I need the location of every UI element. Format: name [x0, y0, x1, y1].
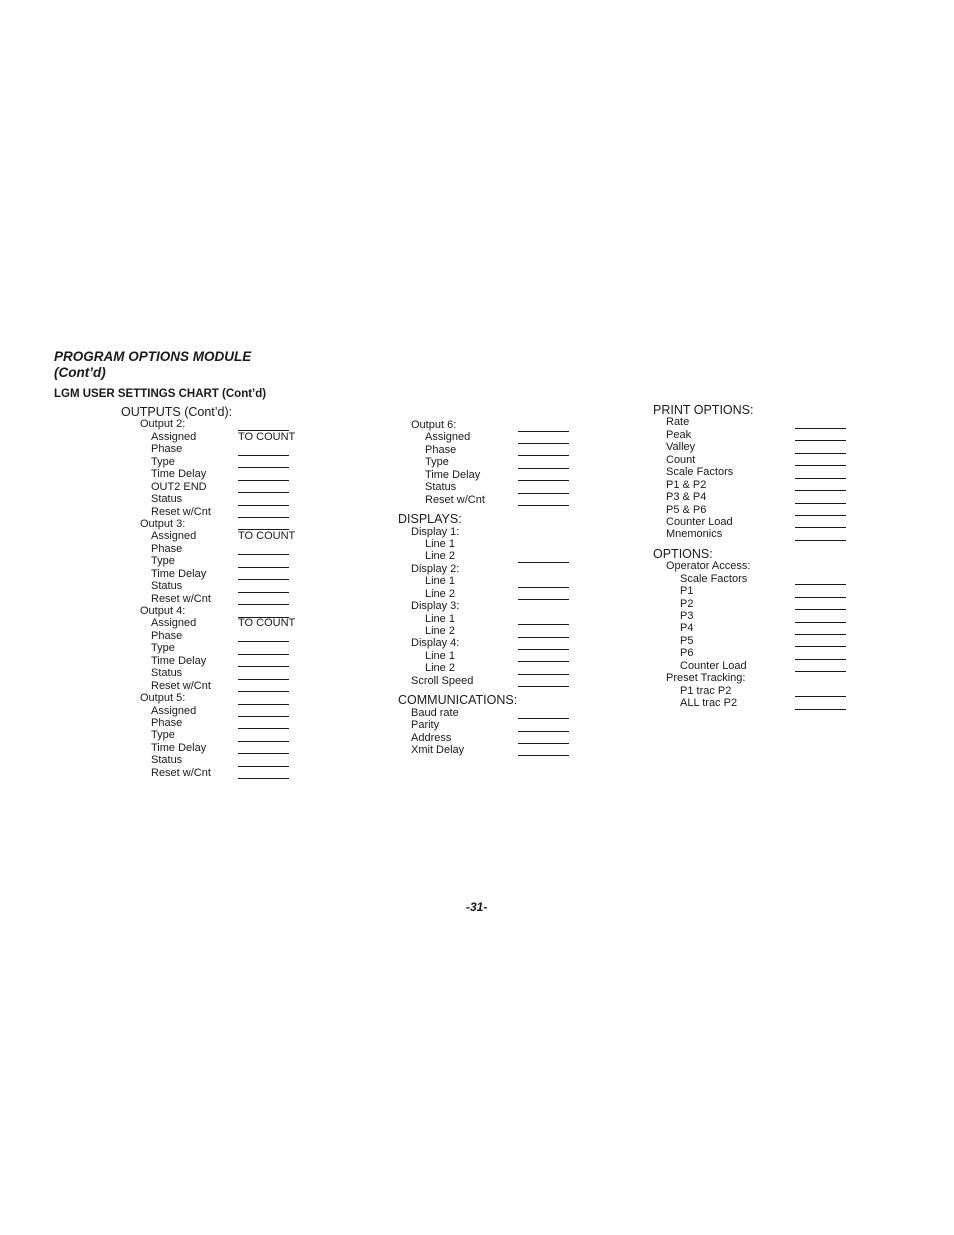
- setting-label: Operator Access:: [666, 560, 751, 573]
- setting-label: Line 1: [425, 575, 455, 588]
- setting-preset-value: TO COUNT: [238, 430, 296, 443]
- setting-blank-entry-line[interactable]: [518, 575, 569, 588]
- setting-blank-entry-line[interactable]: [238, 729, 289, 742]
- setting-blank-entry-line[interactable]: [518, 444, 569, 457]
- setting-label: Scroll Speed: [411, 674, 474, 687]
- setting-label: Status: [151, 667, 183, 680]
- setting-label: Line 1: [425, 537, 455, 550]
- setting-label: Assigned: [425, 431, 471, 444]
- setting-label: Reset w/Cnt: [151, 592, 211, 605]
- setting-label: Scale Factors: [680, 572, 748, 585]
- setting-blank-entry-line[interactable]: [238, 605, 289, 618]
- setting-label: Count: [666, 453, 696, 466]
- setting-blank-entry-line[interactable]: [238, 543, 289, 556]
- setting-blank-entry-line[interactable]: [795, 491, 846, 504]
- setting-label: Mnemonics: [666, 528, 723, 541]
- setting-blank-entry-line[interactable]: [238, 767, 289, 780]
- setting-label: Address: [411, 731, 452, 744]
- setting-label: Scale Factors: [666, 466, 734, 479]
- setting-blank-entry-line[interactable]: [518, 494, 569, 507]
- setting-label: Assigned: [151, 430, 197, 443]
- setting-label: P4: [680, 622, 694, 635]
- setting-label: Status: [151, 754, 183, 767]
- setting-label: Line 1: [425, 612, 455, 625]
- setting-label: Assigned: [151, 617, 197, 630]
- setting-label: Xmit Delay: [411, 743, 465, 756]
- setting-label: Line 2: [425, 625, 455, 637]
- setting-label: P3: [680, 610, 694, 622]
- setting-label: Display 2:: [411, 562, 460, 575]
- setting-blank-entry-line[interactable]: [518, 588, 569, 601]
- setting-label: Preset Tracking:: [666, 672, 746, 685]
- setting-label: Type: [151, 642, 175, 655]
- setting-blank-entry-line[interactable]: [238, 481, 289, 494]
- setting-label: P2: [680, 597, 694, 610]
- setting-blank-entry-line[interactable]: [238, 518, 289, 531]
- setting-label: P1 trac P2: [680, 684, 732, 697]
- setting-blank-entry-line[interactable]: [518, 662, 569, 675]
- setting-label: Time Delay: [151, 741, 207, 754]
- setting-blank-entry-line[interactable]: [238, 667, 289, 680]
- setting-preset-value: TO COUNT: [238, 617, 296, 630]
- setting-blank-entry-line[interactable]: [795, 610, 846, 623]
- setting-label: Phase: [151, 629, 183, 642]
- setting-label: Output 2:: [140, 418, 186, 431]
- setting-label: Status: [425, 481, 457, 494]
- setting-label: Phase: [151, 542, 183, 555]
- setting-label: Display 4:: [411, 637, 460, 650]
- setting-blank-entry-line[interactable]: [238, 555, 289, 568]
- setting-label: P6: [680, 647, 694, 660]
- setting-blank-entry-line[interactable]: [518, 419, 569, 432]
- setting-label: P5 & P6: [666, 503, 707, 516]
- setting-label: Assigned: [151, 530, 197, 543]
- setting-label: Time Delay: [151, 654, 207, 667]
- setting-blank-entry-line[interactable]: [518, 469, 569, 482]
- setting-blank-entry-line[interactable]: [795, 429, 846, 442]
- setting-blank-entry-line[interactable]: [518, 744, 569, 757]
- setting-blank-entry-line[interactable]: [238, 655, 289, 668]
- setting-label: Reset w/Cnt: [425, 493, 485, 506]
- setting-blank-entry-line[interactable]: [238, 506, 289, 519]
- setting-blank-entry-line[interactable]: [238, 468, 289, 481]
- setting-blank-entry-line[interactable]: [795, 647, 846, 660]
- section-heading-label: OUTPUTS (Cont’d):: [121, 405, 233, 419]
- setting-blank-entry-line[interactable]: [518, 707, 569, 720]
- setting-label: ALL trac P2: [680, 697, 738, 710]
- setting-blank-entry-line[interactable]: [238, 754, 289, 767]
- setting-blank-entry-line[interactable]: [795, 635, 846, 648]
- setting-blank-entry-line[interactable]: [238, 593, 289, 606]
- setting-label: Phase: [425, 443, 457, 456]
- page-title-line2: (Cont’d): [54, 365, 106, 380]
- setting-blank-entry-line[interactable]: [795, 598, 846, 611]
- setting-blank-entry-line[interactable]: [518, 732, 569, 745]
- setting-label: OUT2 END: [151, 480, 207, 493]
- setting-blank-entry-line[interactable]: [795, 504, 846, 517]
- setting-blank-entry-line[interactable]: [795, 573, 846, 586]
- setting-label: Type: [151, 729, 175, 742]
- setting-blank-entry-line[interactable]: [518, 719, 569, 732]
- chart-subtitle: LGM USER SETTINGS CHART (Cont’d): [54, 388, 267, 400]
- setting-blank-entry-line[interactable]: [518, 431, 569, 444]
- setting-blank-entry-line[interactable]: [795, 516, 846, 529]
- setting-label: Line 2: [425, 550, 455, 563]
- setting-label: Rate: [666, 416, 690, 429]
- setting-blank-entry-line[interactable]: [238, 692, 289, 705]
- setting-blank-entry-line[interactable]: [795, 660, 846, 673]
- setting-blank-entry-line[interactable]: [238, 456, 289, 469]
- setting-blank-entry-line[interactable]: [238, 742, 289, 755]
- setting-blank-entry-line[interactable]: [518, 650, 569, 663]
- setting-label: Type: [425, 456, 449, 469]
- setting-label: Counter Load: [666, 515, 733, 528]
- setting-label: Counter Load: [680, 659, 747, 672]
- setting-blank-entry-line[interactable]: [518, 481, 569, 494]
- setting-label: Reset w/Cnt: [151, 505, 211, 518]
- setting-label: P1: [680, 585, 694, 598]
- setting-blank-entry-line[interactable]: [795, 585, 846, 598]
- setting-label: Peak: [666, 428, 692, 441]
- setting-blank-entry-line[interactable]: [795, 416, 846, 429]
- section-heading-label: PRINT OPTIONS:: [653, 403, 754, 417]
- setting-blank-entry-line[interactable]: [238, 443, 289, 456]
- setting-label: Time Delay: [425, 468, 481, 481]
- setting-label: Line 2: [425, 662, 455, 675]
- setting-blank-entry-line[interactable]: [238, 580, 289, 593]
- section-heading-label: COMMUNICATIONS:: [398, 693, 518, 708]
- setting-blank-entry-line[interactable]: [518, 613, 569, 626]
- setting-label: Parity: [411, 719, 440, 732]
- setting-blank-entry-line[interactable]: [795, 466, 846, 479]
- setting-blank-entry-line[interactable]: [518, 456, 569, 469]
- setting-blank-entry-line[interactable]: [238, 642, 289, 655]
- page-number: -31-: [466, 900, 488, 914]
- setting-label: Type: [151, 555, 175, 568]
- setting-label: Output 5:: [140, 692, 186, 705]
- setting-label: Reset w/Cnt: [151, 679, 211, 692]
- setting-blank-entry-line[interactable]: [238, 493, 289, 506]
- setting-label: Display 1:: [411, 525, 460, 538]
- setting-blank-entry-line[interactable]: [238, 680, 289, 693]
- setting-blank-entry-line[interactable]: [795, 685, 846, 698]
- setting-label: Display 3:: [411, 600, 460, 613]
- setting-label: P3 & P4: [666, 491, 707, 504]
- setting-label: Line 1: [425, 649, 455, 662]
- setting-blank-entry-line[interactable]: [518, 625, 569, 638]
- setting-blank-entry-line[interactable]: [795, 528, 846, 541]
- setting-blank-entry-line[interactable]: [238, 568, 289, 581]
- setting-label: Time Delay: [151, 567, 207, 580]
- setting-label: Time Delay: [151, 468, 207, 481]
- setting-blank-entry-line[interactable]: [795, 454, 846, 467]
- setting-blank-entry-line[interactable]: [518, 550, 569, 563]
- setting-blank-entry-line[interactable]: [795, 441, 846, 454]
- setting-label: Baud rate: [411, 706, 459, 719]
- setting-label: Output 3:: [140, 517, 186, 530]
- setting-label: Status: [151, 493, 183, 506]
- section-heading-label: OPTIONS:: [653, 546, 713, 561]
- setting-label: Reset w/Cnt: [151, 766, 211, 779]
- setting-blank-entry-line[interactable]: [238, 418, 289, 431]
- setting-label: Status: [151, 580, 183, 593]
- setting-label: P1 & P2: [666, 478, 707, 491]
- setting-label: Phase: [151, 443, 183, 456]
- setting-label: Type: [151, 455, 175, 468]
- setting-label: Line 2: [425, 587, 455, 600]
- page-title-line1: PROGRAM OPTIONS MODULE: [54, 349, 252, 364]
- setting-blank-entry-line[interactable]: [795, 697, 846, 710]
- setting-blank-entry-line[interactable]: [238, 717, 289, 730]
- setting-label: P5: [680, 634, 694, 647]
- setting-blank-entry-line[interactable]: [238, 705, 289, 718]
- setting-blank-entry-line[interactable]: [795, 622, 846, 635]
- setting-label: Assigned: [151, 704, 197, 717]
- setting-label: Phase: [151, 716, 183, 729]
- setting-label: Output 6:: [411, 419, 457, 431]
- setting-blank-entry-line[interactable]: [795, 479, 846, 492]
- setting-blank-entry-line[interactable]: [238, 630, 289, 643]
- setting-label: Output 4:: [140, 605, 186, 617]
- setting-blank-entry-line[interactable]: [518, 675, 569, 688]
- section-heading-label: DISPLAYS:: [398, 512, 462, 527]
- setting-preset-value: TO COUNT: [238, 530, 296, 543]
- setting-label: Valley: [666, 441, 696, 454]
- setting-blank-entry-line[interactable]: [518, 637, 569, 650]
